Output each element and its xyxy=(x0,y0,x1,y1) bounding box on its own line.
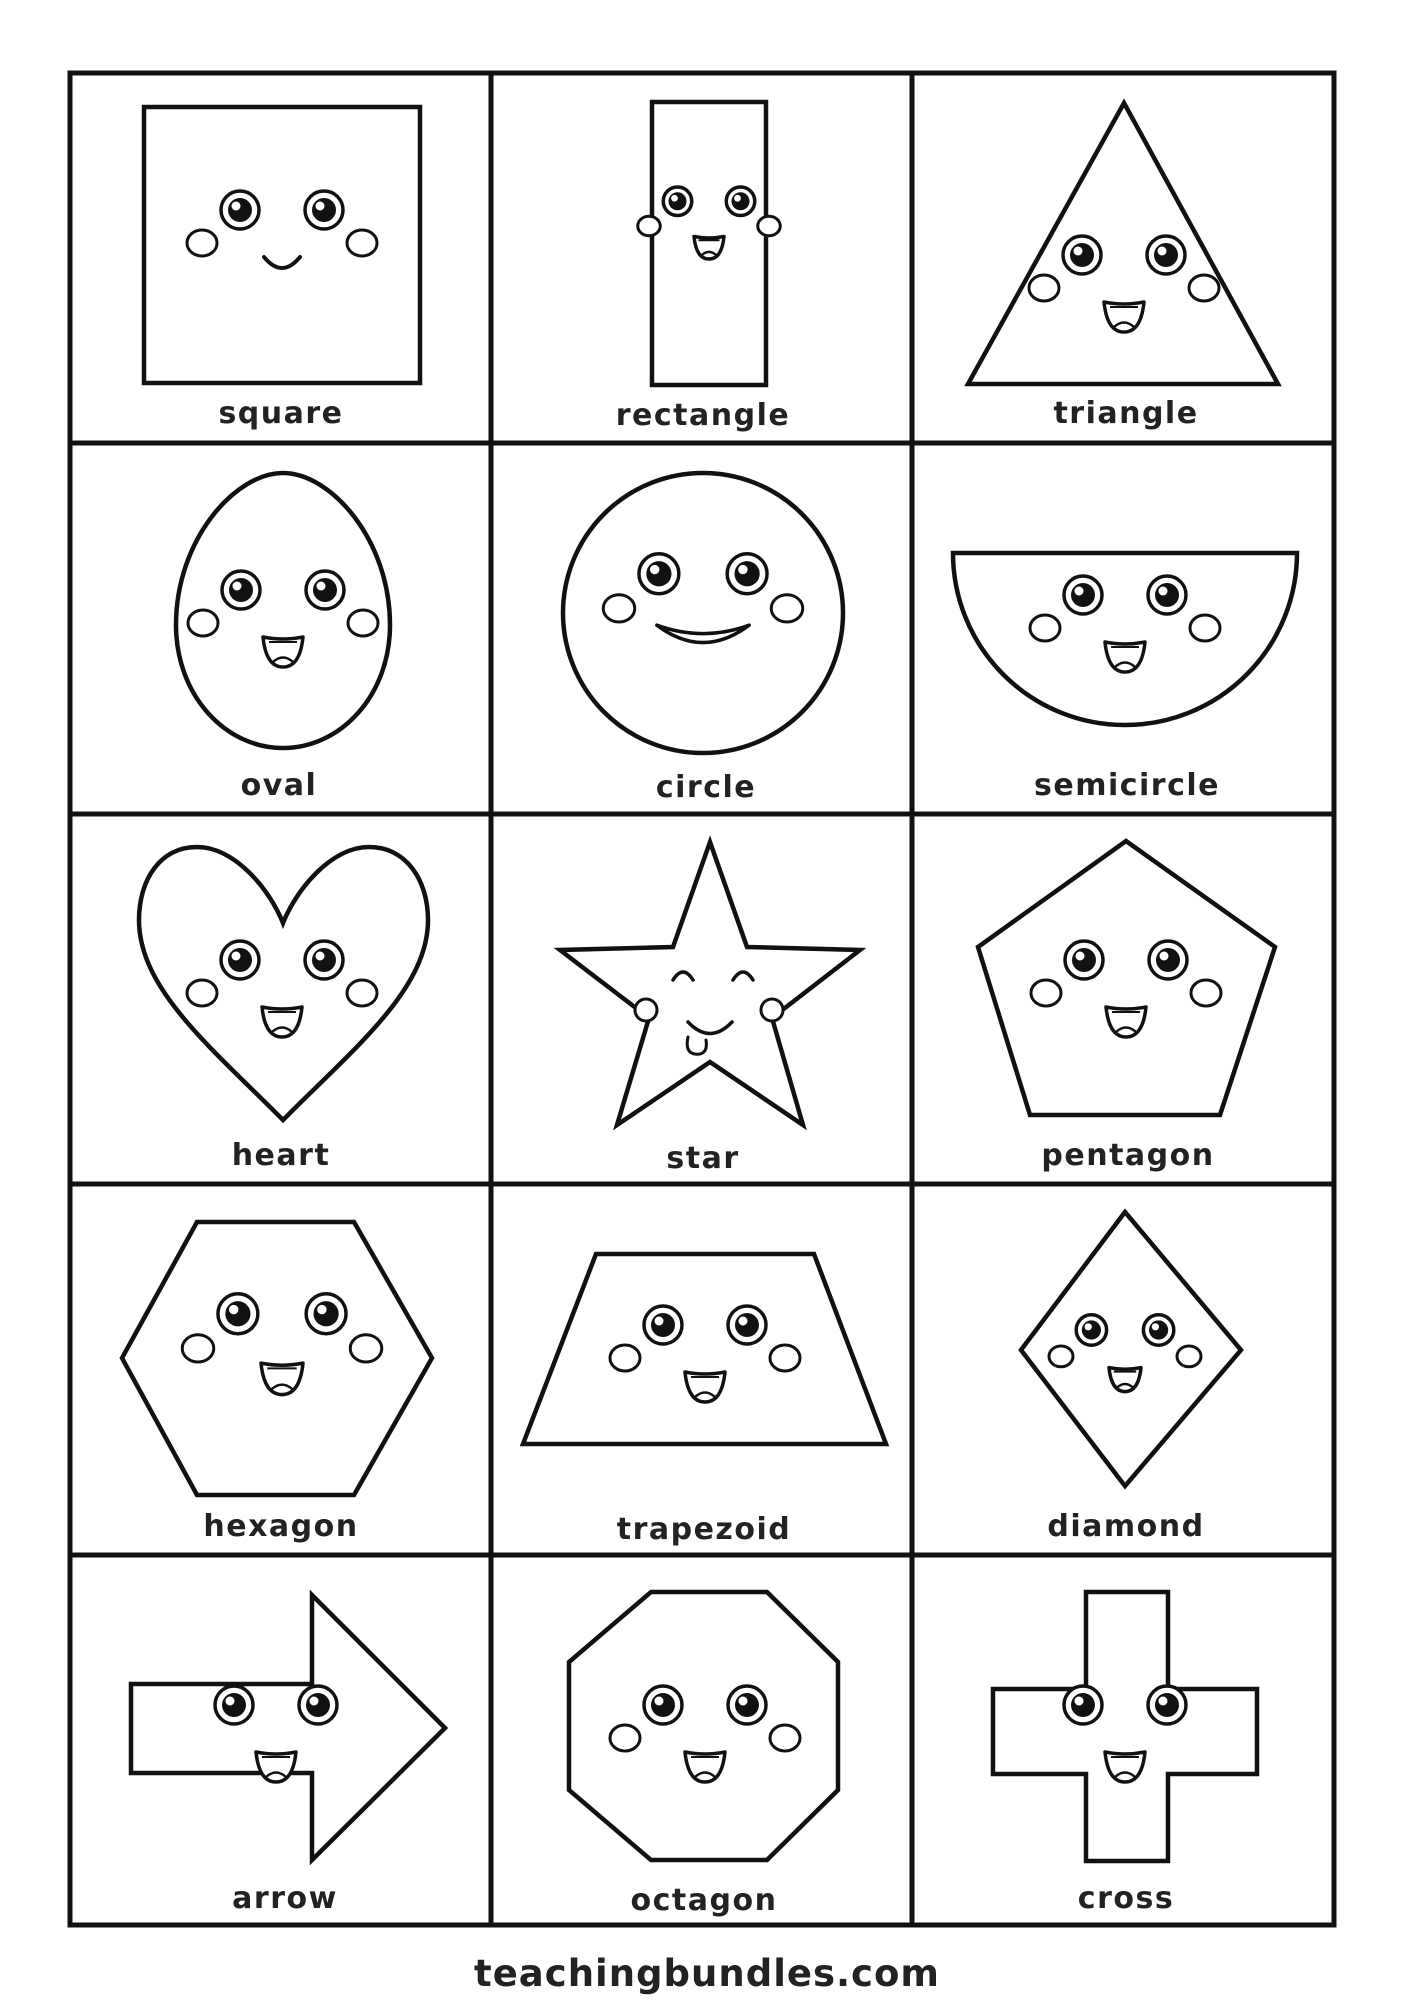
card-label-trapezoid: trapezoid xyxy=(616,1512,792,1547)
card-hexagon xyxy=(122,1222,432,1544)
card-label-octagon: octagon xyxy=(630,1883,778,1918)
circle-face-icon xyxy=(563,473,843,753)
arrow-face-icon xyxy=(131,1595,445,1860)
card-cross xyxy=(993,1592,1257,1916)
star-face-icon xyxy=(560,842,860,1125)
footer-website: teachingbundles.com xyxy=(474,1952,940,1995)
card-label-triangle: triangle xyxy=(1053,396,1199,431)
card-diamond xyxy=(1021,1212,1241,1544)
card-label-hexagon: hexagon xyxy=(203,1509,359,1544)
card-label-square: square xyxy=(218,396,344,431)
card-label-arrow: arrow xyxy=(232,1881,338,1916)
card-pentagon xyxy=(978,841,1275,1173)
card-arrow xyxy=(131,1595,445,1916)
card-oval xyxy=(176,473,390,803)
card-semicircle xyxy=(953,553,1297,803)
square-face-icon xyxy=(144,107,420,383)
trapezoid-face-icon xyxy=(523,1254,886,1444)
heart-face-icon xyxy=(139,847,428,1120)
card-trapezoid xyxy=(523,1254,886,1547)
card-star xyxy=(560,842,860,1176)
card-label-pentagon: pentagon xyxy=(1041,1138,1215,1173)
card-triangle xyxy=(968,103,1278,431)
triangle-face-icon xyxy=(968,103,1278,384)
card-circle xyxy=(563,473,843,805)
octagon-face-icon xyxy=(569,1592,838,1860)
card-label-heart: heart xyxy=(231,1138,331,1173)
card-label-diamond: diamond xyxy=(1047,1509,1205,1544)
oval-face-icon xyxy=(176,473,390,748)
pentagon-face-icon xyxy=(978,841,1275,1115)
card-label-rectangle: rectangle xyxy=(615,398,791,433)
card-label-cross: cross xyxy=(1077,1881,1175,1916)
cross-face-icon xyxy=(993,1592,1257,1861)
card-rectangle xyxy=(616,102,790,433)
diamond-face-icon xyxy=(1021,1212,1241,1486)
card-heart xyxy=(139,847,428,1173)
semicircle-face-icon xyxy=(953,553,1297,725)
rectangle-face-icon xyxy=(638,102,781,385)
card-label-oval: oval xyxy=(240,768,318,803)
card-label-star: star xyxy=(666,1141,740,1176)
hexagon-face-icon xyxy=(122,1222,432,1495)
card-octagon xyxy=(569,1592,838,1918)
card-square xyxy=(144,107,420,431)
card-label-circle: circle xyxy=(655,770,757,805)
card-label-semicircle: semicircle xyxy=(1033,768,1221,803)
